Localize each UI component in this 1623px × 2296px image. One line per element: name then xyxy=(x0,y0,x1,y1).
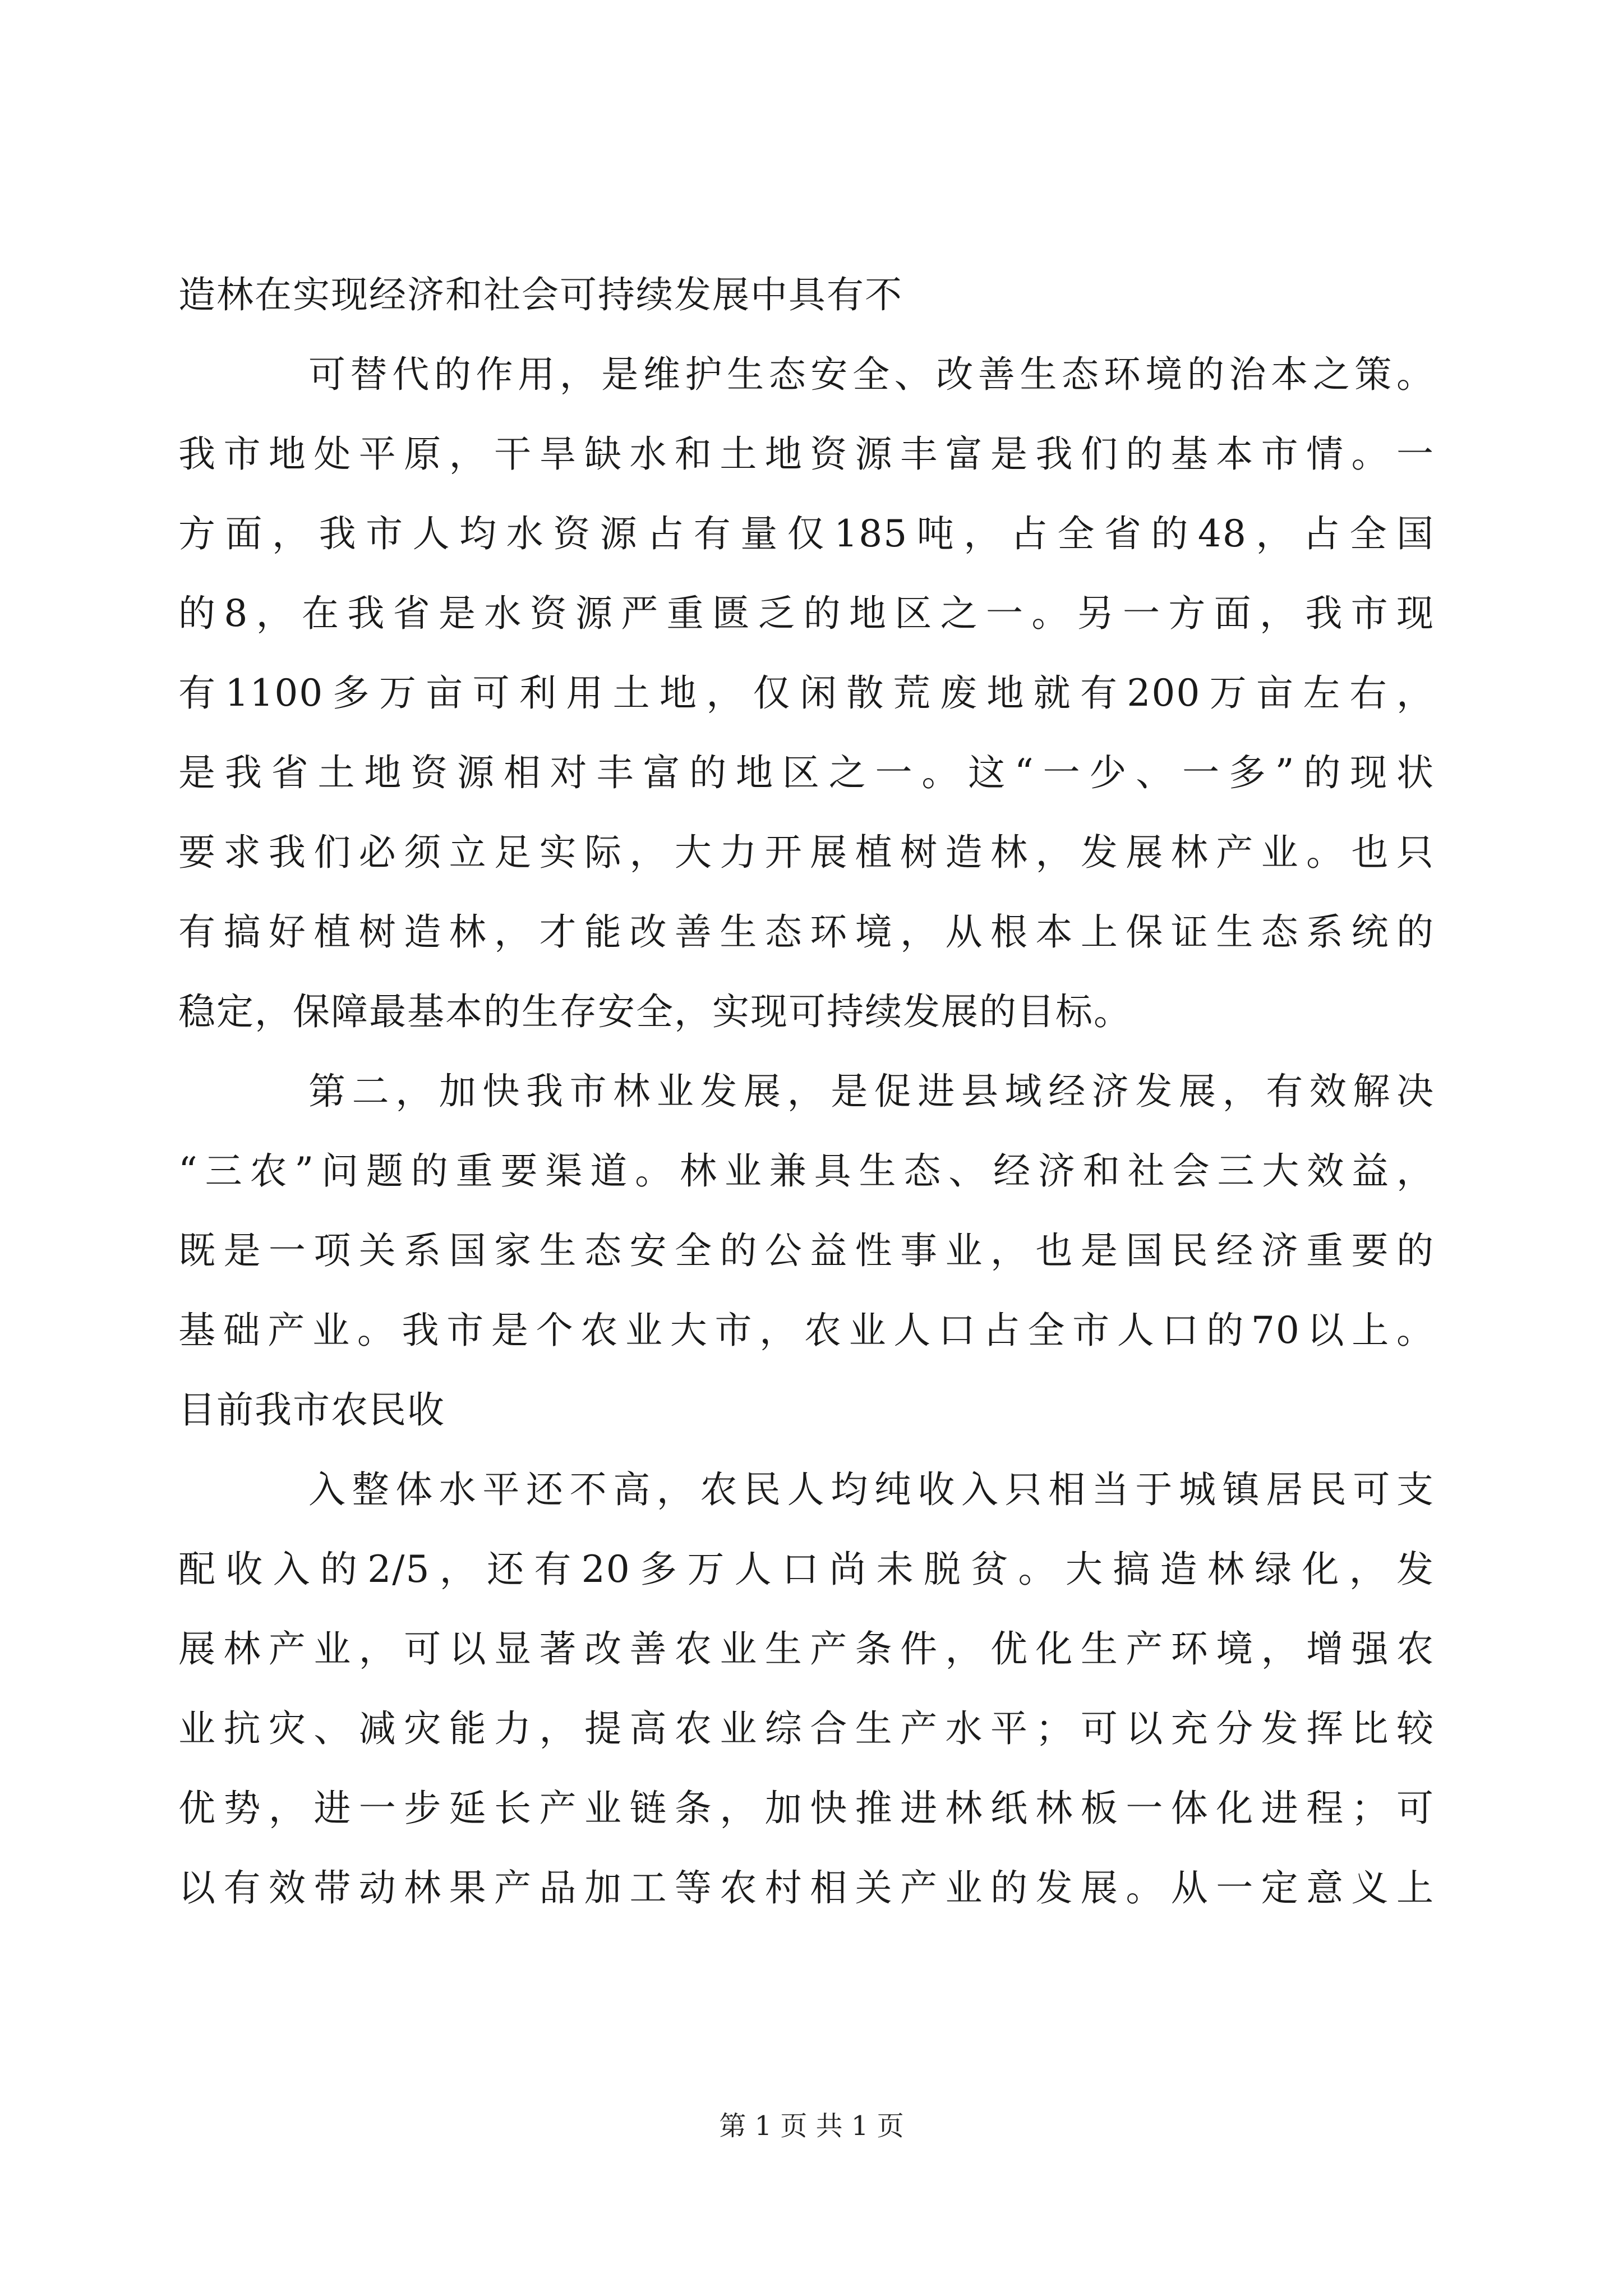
text-line: 的8，在我省是水资源严重匮乏的地区之一。另一方面，我市现 xyxy=(178,592,1435,635)
text-line: 展林产业，可以显著改善农业生产条件，优化生产环境，增强农 xyxy=(178,1627,1435,1671)
text-line: 有1100多万亩可利用土地，仅闲散荒废地就有200万亩左右， xyxy=(178,671,1435,715)
text-line: 入整体水平还不高，农民人均纯收入只相当于城镇居民可支 xyxy=(308,1468,1435,1511)
text-line: 方面，我市人均水资源占有量仅185吨，占全省的48，占全国 xyxy=(178,512,1435,555)
text-line: “三农”问题的重要渠道。林业兼具生态、经济和社会三大效益， xyxy=(178,1149,1435,1193)
text-line: 以有效带动林果产品加工等农村相关产业的发展。从一定意义上 xyxy=(178,1866,1435,1910)
text-line: 有搞好植树造林，才能改善生态环境，从根本上保证生态系统的 xyxy=(178,910,1435,954)
text-line: 配收入的2/5，还有20多万人口尚未脱贫。大搞造林绿化，发 xyxy=(178,1548,1435,1591)
text-line: 优势，进一步延长产业链条，加快推进林纸林板一体化进程；可 xyxy=(178,1787,1435,1830)
document-body xyxy=(178,255,1435,1928)
text-line: 基础产业。我市是个农业大市，农业人口占全市人口的70以上。 xyxy=(178,1309,1435,1352)
text-line: 目前我市农民收 xyxy=(178,1388,445,1432)
text-line: 第二，加快我市林业发展，是促进县域经济发展，有效解决 xyxy=(308,1070,1435,1113)
page-footer xyxy=(0,2109,1623,2143)
text-line: 既是一项关系国家生态安全的公益性事业，也是国民经济重要的 xyxy=(178,1229,1435,1272)
text-line: 要求我们必须立足实际，大力开展植树造林，发展林产业。也只 xyxy=(178,831,1435,874)
text-line: 可替代的作用，是维护生态安全、改善生态环境的治本之策。 xyxy=(308,353,1435,396)
text-line: 业抗灾、减灾能力，提高农业综合生产水平；可以充分发挥比较 xyxy=(178,1707,1435,1750)
text-line: 稳定，保障最基本的生存安全，实现可持续发展的目标。 xyxy=(178,990,1132,1033)
text-line: 我市地处平原，干旱缺水和土地资源丰富是我们的基本市情。一 xyxy=(178,432,1435,476)
text-line: 是我省土地资源相对丰富的地区之一。这“一少、一多”的现状 xyxy=(178,751,1435,794)
text-line: 造林在实现经济和社会可持续发展中具有不 xyxy=(178,273,903,316)
page-number-label: 第 1 页 共 1 页 xyxy=(719,2110,904,2142)
